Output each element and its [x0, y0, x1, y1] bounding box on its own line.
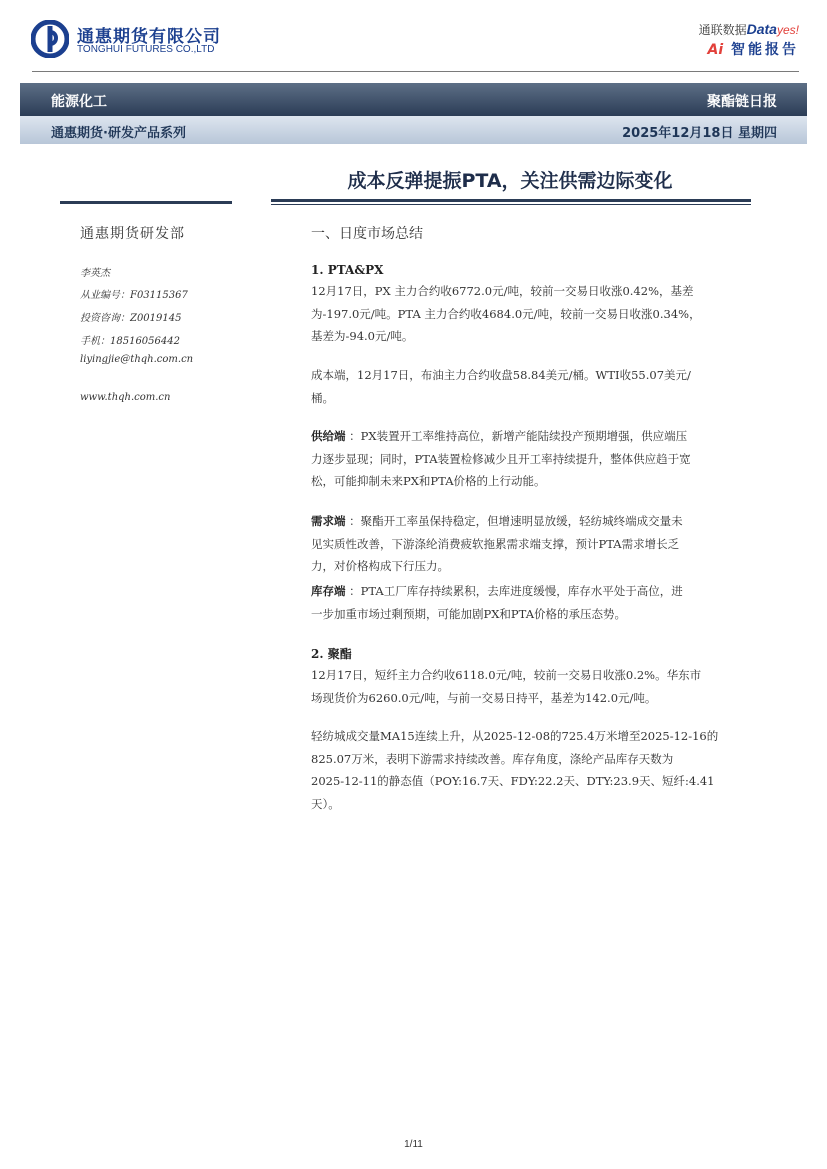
license-number: 从业编号：F03115367 [80, 290, 188, 301]
text-line: 桶。 [311, 390, 334, 405]
title-rule [271, 199, 751, 202]
text-line: 成本端，12月17日，布油主力合约收盘58.84美元/桶。WTI收55.07美元/ [311, 368, 691, 382]
text-line: ：PTA工厂库存持续累积，去库进度缓慢，库存水平处于高位，进 [349, 584, 683, 598]
subsection-polyester: 2. 聚酯 [311, 647, 352, 661]
brand-data: Data [746, 21, 777, 37]
paragraph-cost [311, 364, 751, 409]
brand-report: 智能报告 [731, 42, 799, 58]
website-link[interactable]: www.thqh.com.cn [80, 392, 171, 403]
page-number: 1/11 [404, 1139, 423, 1150]
report-date: 2025年12月18日 星期四 [622, 126, 777, 141]
ai-report-brand [707, 39, 799, 59]
text-line: 2025-12-11的静态值（POY:16.7天、FDY:22.2天、DTY:23.9天、短纤:4.41 [311, 774, 715, 788]
brand-yes: yes! [776, 23, 799, 37]
text-line: 12月17日，短纤主力合约收6118.0元/吨，较前一交易日收涨0.2%。华东市 [311, 668, 702, 682]
category-label: 能源化工 [51, 94, 107, 110]
inventory-label: 库存端 [311, 584, 346, 598]
brand-prefix: 通联数据 [698, 23, 747, 37]
text-line: 基差为-94.0元/吨。 [311, 329, 414, 343]
brand-ai: Ai [707, 42, 724, 58]
text-line: 12月17日，PX 主力合约收6772.0元/吨，较前一交易日收涨0.42%，基差 [311, 284, 694, 298]
subsection-pta-px: 1. PTA&PX [311, 263, 384, 277]
company-logo-icon [31, 20, 69, 58]
company-logo [31, 20, 271, 58]
paragraph-prices [311, 280, 751, 348]
report-title: 成本反弹提振PTA，关注供需边际变化 [347, 170, 673, 192]
supply-label: 供给端 [311, 429, 346, 443]
series-band [20, 116, 807, 144]
paragraph-volume-inventory [311, 725, 751, 815]
company-name-cn: 通惠期货有限公司 [77, 27, 221, 47]
text-line: 松，可能抑制未来PX和PTA价格的上行动能。 [311, 474, 546, 488]
paragraph-demand [311, 510, 751, 578]
text-line: 825.07万米，表明下游需求持续改善。库存角度，涤纶产品库存天数为 [311, 751, 674, 766]
research-dept: 通惠期货研发部 [80, 226, 185, 242]
company-name-en: TONGHUI FUTURES CO.,LTD [77, 44, 215, 55]
text-line: 力，对价格构成下行压力。 [311, 559, 449, 573]
paragraph-supply [311, 425, 751, 493]
series-label: 通惠期货·研发产品系列 [51, 126, 186, 141]
consult-number: 投资咨询：Z0019145 [80, 313, 182, 324]
text-line: 一步加重市场过剩预期，可能加剧PX和PTA价格的承压态势。 [311, 606, 627, 621]
paragraph-staple-fiber [311, 664, 751, 709]
report-type-label: 聚酯链日报 [707, 94, 777, 110]
text-line: 为-197.0元/吨。PTA 主力合约收4684.0元/吨，较前一交易日收涨0.34%， [311, 306, 701, 321]
demand-label: 需求端 [311, 514, 346, 528]
text-line: ：PX装置开工率维持高位，新增产能陆续投产预期增强，供应端压 [349, 429, 688, 443]
header-divider [32, 71, 799, 72]
email-link[interactable]: liyingjie@thqh.com.cn [80, 354, 194, 365]
text-line: ：聚酯开工率虽保持稳定，但增速明显放缓，轻纺城终端成交量未 [349, 514, 683, 528]
text-line: 场现货价为6260.0元/吨，与前一交易日持平，基差为142.0元/吨。 [311, 690, 657, 705]
section-title: 一、日度市场总结 [311, 226, 423, 242]
category-band [20, 83, 807, 116]
datayes-brand [699, 21, 799, 38]
text-line: 轻纺城成交量MA15连续上升，从2025-12-08的725.4万米增至2025-12-16的 [311, 729, 719, 743]
analyst-name: 李英杰 [80, 268, 110, 279]
paragraph-inventory [311, 580, 751, 625]
title-rule-thin [271, 204, 751, 205]
sidebar-rule [60, 201, 232, 204]
text-line: 力逐步显现；同时，PTA装置检修减少且开工率持续提升，整体供应趋于宽 [311, 451, 691, 466]
text-line: 见实质性改善，下游涤纶消费疲软拖累需求端支撑，预计PTA需求增长乏 [311, 536, 680, 551]
text-line: 天）。 [311, 796, 340, 811]
phone-number: 手机：18516056442 [80, 336, 180, 347]
